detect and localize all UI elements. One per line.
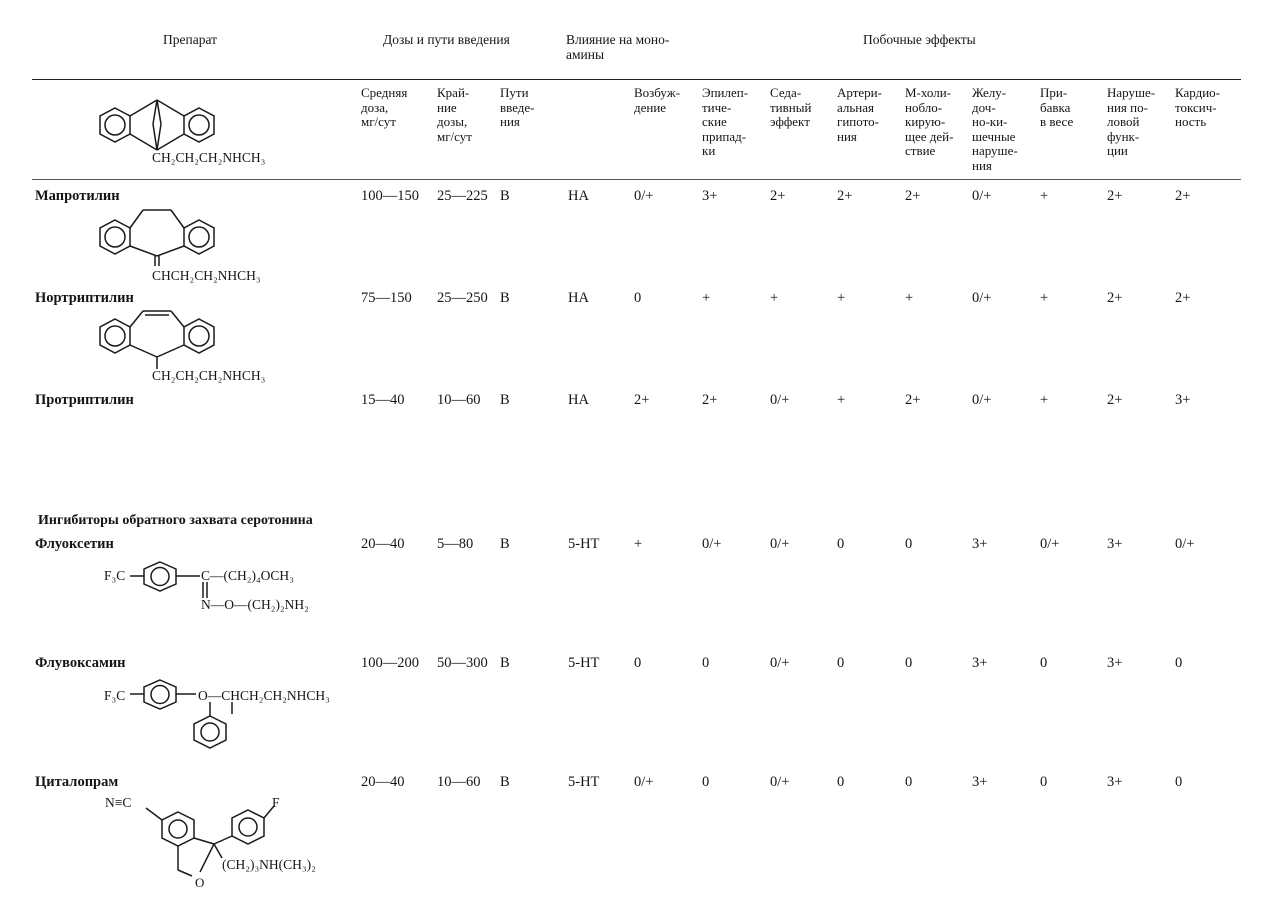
avg-dose: 20—40	[361, 774, 405, 790]
effect-weight: 0	[1040, 655, 1048, 671]
effect-cardiotox: 0	[1175, 655, 1183, 671]
effect-sexual: 2+	[1107, 392, 1123, 408]
route: В	[500, 188, 510, 204]
header-rule	[32, 79, 1241, 80]
drug-name: Циталопрам	[35, 774, 119, 790]
monoamine: 5-HT	[568, 536, 600, 552]
subheader-sedation: Седа- тивный эффект	[770, 85, 812, 130]
monoamine: НА	[568, 392, 589, 408]
dose-range: 5—80	[437, 536, 474, 552]
fluoxetine-top-chain: C—(CH₂)₄OCH₃	[201, 568, 294, 583]
subheader-sexual: Наруше- ния по- ловой функ- ции	[1107, 85, 1156, 159]
drug-name: Мапротилин	[35, 188, 120, 204]
effect-sedation: 0/+	[770, 392, 790, 408]
maprotiline-structure	[96, 90, 231, 158]
effect-excitation: 0	[634, 290, 642, 306]
fluvoxamine-chain: O—CHCH₂CH₂NHCH₃	[198, 688, 330, 703]
effect-gi: 0/+	[972, 290, 992, 306]
drug-name: Протриптилин	[35, 392, 134, 408]
effect-sedation: 0/+	[770, 774, 790, 790]
citalopram-nitrile: N≡C	[105, 795, 132, 810]
subheader-rule	[32, 179, 1241, 180]
subheader-weight: При- бавка в весе	[1040, 85, 1074, 130]
subheader-hypotension: Артери- альная гипото- ния	[837, 85, 882, 144]
effect-seizures: +	[702, 290, 711, 306]
effect-sexual: 3+	[1107, 536, 1123, 552]
monoamine: 5-HT	[568, 655, 600, 671]
fluvoxamine-f3c: F₃C	[104, 688, 126, 703]
effect-gi: 3+	[972, 774, 988, 790]
effect-excitation: 0	[634, 655, 642, 671]
citalopram-fluoro: F	[272, 795, 280, 810]
subheader-excitation: Возбуж- дение	[634, 85, 681, 115]
route: В	[500, 392, 510, 408]
subheader-anticholinergic: М-холи- нобло- кирую- щее дей- ствие	[905, 85, 954, 159]
effect-anticholinergic: 0	[905, 536, 913, 552]
citalopram-chain: (CH₂)₃NH(CH₃)₂	[222, 857, 316, 872]
monoamine: 5-HT	[568, 774, 600, 790]
nortriptyline-structure	[96, 200, 231, 268]
effect-seizures: 0/+	[702, 536, 722, 552]
effect-gi: 0/+	[972, 392, 992, 408]
dose-range: 10—60	[437, 392, 481, 408]
effect-seizures: 3+	[702, 188, 718, 204]
fluoxetine-bottom-chain: N—O—(CH₂)₂NH₂	[201, 597, 309, 612]
route: В	[500, 290, 510, 306]
route: В	[500, 655, 510, 671]
effect-excitation: 0/+	[634, 774, 654, 790]
citalopram-oxygen: O	[195, 875, 205, 890]
effect-weight: 0/+	[1040, 536, 1060, 552]
subheader-route: Пути введе- ния	[500, 85, 535, 130]
avg-dose: 100—150	[361, 188, 419, 204]
effect-hypotension: 0	[837, 774, 845, 790]
effect-cardiotox: 2+	[1175, 188, 1191, 204]
effect-cardiotox: 0/+	[1175, 536, 1195, 552]
monoamine: НА	[568, 188, 589, 204]
drug-name: Нортриптилин	[35, 290, 134, 306]
effect-gi: 0/+	[972, 188, 992, 204]
header-drug: Препарат	[163, 32, 217, 47]
effect-sexual: 3+	[1107, 774, 1123, 790]
effect-anticholinergic: +	[905, 290, 914, 306]
avg-dose: 15—40	[361, 392, 405, 408]
effect-hypotension: 0	[837, 655, 845, 671]
section-heading-ssri: Ингибиторы обратного захвата серотонина	[38, 513, 313, 528]
effect-cardiotox: 0	[1175, 774, 1183, 790]
effect-cardiotox: 2+	[1175, 290, 1191, 306]
citalopram-rings	[140, 798, 280, 893]
effect-sedation: 0/+	[770, 655, 790, 671]
drug-name: Флувоксамин	[35, 655, 126, 671]
effect-sexual: 3+	[1107, 655, 1123, 671]
effect-seizures: 0	[702, 774, 710, 790]
fluoxetine-f3c: F₃C	[104, 568, 126, 583]
drug-name: Флуоксетин	[35, 536, 114, 552]
subheader-cardiotox: Кардио- токсич- ность	[1175, 85, 1220, 130]
effect-excitation: +	[634, 536, 643, 552]
subheader-gi: Желу- доч- но-ки- шечные наруше- ния	[972, 85, 1018, 173]
dose-range: 10—60	[437, 774, 481, 790]
effect-hypotension: +	[837, 290, 846, 306]
header-doses: Дозы и пути введения	[383, 32, 510, 47]
effect-sedation: +	[770, 290, 779, 306]
subheader-seizures: Эпилеп- тиче- ские припад- ки	[702, 85, 749, 159]
effect-sexual: 2+	[1107, 290, 1123, 306]
monoamine: НА	[568, 290, 589, 306]
effect-hypotension: 0	[837, 536, 845, 552]
subheader-extreme-dose: Край- ние дозы, мг/сут	[437, 85, 472, 144]
effect-anticholinergic: 2+	[905, 392, 921, 408]
effect-cardiotox: 3+	[1175, 392, 1191, 408]
effect-anticholinergic: 0	[905, 655, 913, 671]
avg-dose: 75—150	[361, 290, 412, 306]
effect-sedation: 2+	[770, 188, 786, 204]
effect-sedation: 0/+	[770, 536, 790, 552]
fluoxetine-ring	[130, 558, 210, 608]
effect-excitation: 2+	[634, 392, 650, 408]
dose-range: 50—300	[437, 655, 488, 671]
effect-hypotension: +	[837, 392, 846, 408]
effect-excitation: 0/+	[634, 188, 654, 204]
effect-anticholinergic: 2+	[905, 188, 921, 204]
effect-weight: 0	[1040, 774, 1048, 790]
header-monoamines: Влияние на моно- амины	[566, 32, 670, 62]
effect-seizures: 0	[702, 655, 710, 671]
effect-gi: 3+	[972, 536, 988, 552]
protriptyline-chain: CH₂CH₂CH₂NHCH₃	[152, 368, 266, 383]
dose-range: 25—225	[437, 188, 488, 204]
protriptyline-structure	[96, 305, 231, 373]
effect-seizures: 2+	[702, 392, 718, 408]
route: В	[500, 774, 510, 790]
header-side-effects: Побочные эффекты	[863, 32, 976, 47]
maprotiline-chain: CH₂CH₂CH₂NHCH₃	[152, 150, 266, 165]
avg-dose: 20—40	[361, 536, 405, 552]
effect-hypotension: 2+	[837, 188, 853, 204]
subheader-avg-dose: Средняя доза, мг/сут	[361, 85, 408, 130]
effect-anticholinergic: 0	[905, 774, 913, 790]
route: В	[500, 536, 510, 552]
effect-gi: 3+	[972, 655, 988, 671]
nortriptyline-chain: CHCH₂CH₂NHCH₃	[152, 268, 261, 283]
effect-sexual: 2+	[1107, 188, 1123, 204]
effect-weight: +	[1040, 392, 1049, 408]
dose-range: 25—250	[437, 290, 488, 306]
avg-dose: 100—200	[361, 655, 419, 671]
effect-weight: +	[1040, 188, 1049, 204]
effect-weight: +	[1040, 290, 1049, 306]
